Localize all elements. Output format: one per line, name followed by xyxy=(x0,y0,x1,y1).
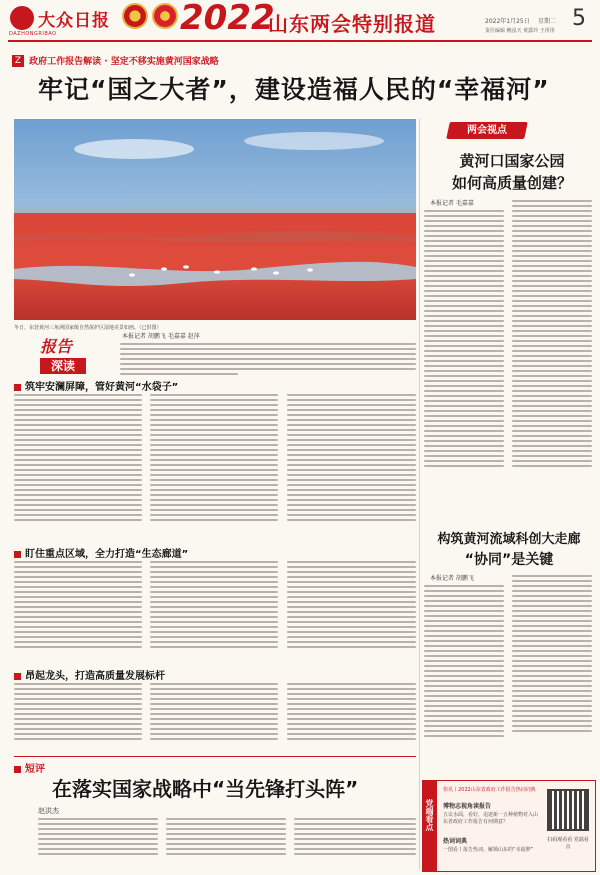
sidebar-label-text: 党端看点 xyxy=(425,799,434,831)
emblem-icon-2 xyxy=(152,3,178,29)
photo-caption: 冬日，东营黄河三角洲国家级自然保护区湿地美景如画。（已供图） xyxy=(14,325,162,331)
lead-section-1-text xyxy=(14,394,142,524)
lead-section-1-text-col2 xyxy=(150,394,278,524)
qr-caption: 扫码观看看 党端看点 xyxy=(547,837,589,850)
lead-section-3-title: 昂起龙头，打造高质量发展标杆 xyxy=(14,667,165,682)
viewpoint-byline: 本报记者 毛嘉嘉 xyxy=(430,200,474,207)
report-badge-line1: 报告 xyxy=(40,337,73,356)
viewpoint-tag-text: 两会视点 xyxy=(467,125,507,136)
page-number: 5 xyxy=(572,6,586,31)
paper-logo xyxy=(10,6,34,30)
commentary-byline: 赵洪杰 xyxy=(38,807,59,815)
lead-section-3-text-col2 xyxy=(150,683,278,743)
issue-date: 2022年1月25日 xyxy=(485,18,530,25)
lead-byline: 本报记者 胡鹏飞 毛嘉嘉 赵萍 xyxy=(122,333,200,340)
wetland-photo xyxy=(14,119,416,320)
paper-pinyin: DAZHONGRIBAO xyxy=(9,31,57,37)
lead-section-2-title: 盯住重点区域，全力打造“生态廊道” xyxy=(14,545,188,560)
lead-section-3-text-col3 xyxy=(287,683,416,743)
commentary-text-col3 xyxy=(294,818,416,858)
viewpoint-tag xyxy=(446,122,528,139)
lead-section-1-title: 筑牢安澜屏障，管好黄河“水袋子” xyxy=(14,378,178,393)
sidebar-item-3[interactable]: 五议水面，看好，追逐新一五种植物对入山东省政府工作报告有何期意？ xyxy=(443,812,539,825)
viewpoint-text-col2 xyxy=(512,200,592,470)
section-bar-text: 政府工作报告解读 · 坚定不移实施黄河国家战略 xyxy=(29,57,219,67)
viewpoint-text xyxy=(424,210,504,470)
second-article-title-line1: 构筑黄河流域科创大走廊 xyxy=(437,532,581,547)
commentary-text-col2 xyxy=(166,818,286,858)
special-title: 山东两会特别报道 xyxy=(268,12,436,36)
masthead xyxy=(0,0,600,42)
wetland-photo-image xyxy=(14,119,416,320)
lead-section-3-text xyxy=(14,683,142,743)
second-article-title-line2: “协同”是关键 xyxy=(464,552,554,568)
lead-section-1-text-col3 xyxy=(287,394,416,524)
masthead-rule xyxy=(8,40,592,42)
report-badge-line2: 深读 xyxy=(40,358,86,374)
emblem-icon xyxy=(122,3,148,29)
year-title: 2022 xyxy=(180,0,275,38)
sidebar-item-2[interactable]: 博物志视角读报告 xyxy=(443,803,492,810)
section-icon: Z xyxy=(12,55,24,67)
sidebar-item-1[interactable]: 快讯丨2022山东省政府工作报告热词词典 xyxy=(443,787,536,793)
lead-section-2-text xyxy=(14,561,142,651)
qr-code-icon[interactable] xyxy=(547,789,589,831)
lead-section-2-text-col2 xyxy=(150,561,278,651)
commentary-label: 短评 xyxy=(14,760,45,775)
second-article-text-col2 xyxy=(512,575,592,735)
commentary-text xyxy=(38,818,158,858)
second-article-byline: 本报记者 胡鹏飞 xyxy=(430,575,474,582)
paper-name: 大众日报 xyxy=(38,11,110,31)
lead-section-2-text-col3 xyxy=(287,561,416,651)
lead-intro-text xyxy=(120,343,416,378)
viewpoint-title-line2: 如何高质量创建？ xyxy=(451,174,572,192)
sidebar-box xyxy=(422,780,596,872)
report-badge xyxy=(40,338,98,382)
commentary-title: 在落实国家战略中“当先锋打头阵” xyxy=(52,777,359,801)
sidebar-label xyxy=(423,781,437,871)
sidebar-item-4[interactable]: 热词词典 xyxy=(443,838,468,845)
sidebar-item-5[interactable]: 一图看丨报告热词、解锁山东的“幸福梦” xyxy=(443,847,534,853)
page-headline: 牢记“国之大者”，建设造福人民的“幸福河” xyxy=(38,75,550,104)
second-article-text xyxy=(424,585,504,740)
viewpoint-title-line1: 黄河口国家公园 xyxy=(459,152,565,170)
issue-weekday: 星期二 xyxy=(538,18,557,25)
commentary-rule xyxy=(14,756,416,757)
column-divider xyxy=(419,119,420,869)
editors: 责任编辑 鲍泓天 黄露玲 王彤彤 xyxy=(485,28,555,34)
section-bar xyxy=(12,50,219,67)
